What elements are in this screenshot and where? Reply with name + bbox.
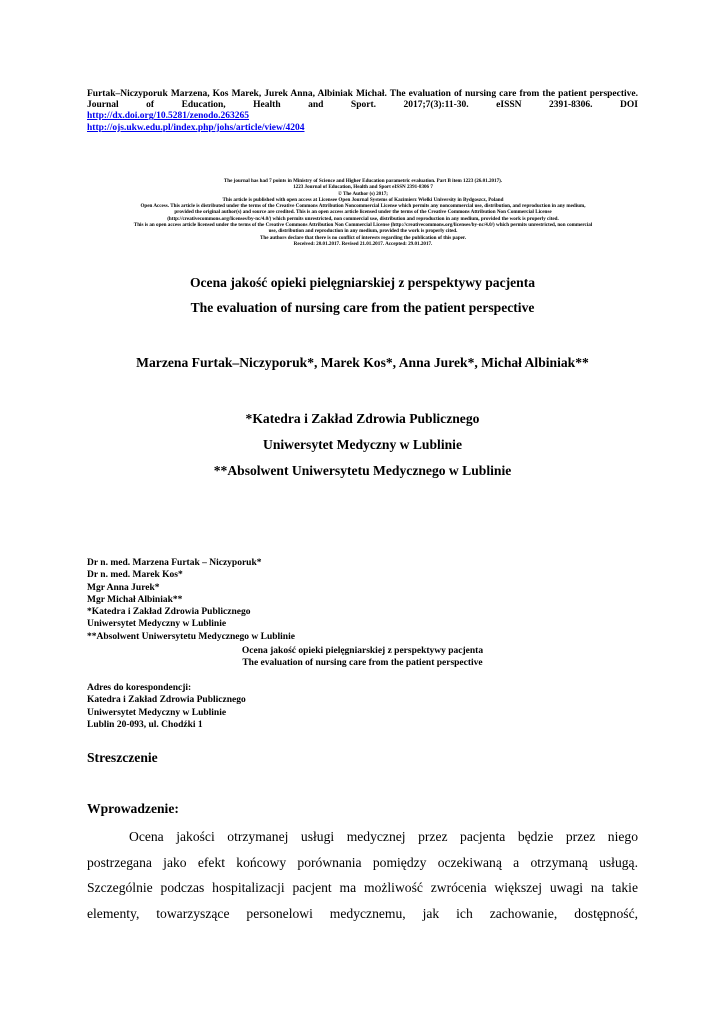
license-line: © The Author (s) 2017; <box>337 190 389 197</box>
heading-introduction: Wprowadzenie: <box>87 801 179 816</box>
ojs-link[interactable]: http://ojs.ukw.edu.pl/index.php/johs/article/view/4204 <box>87 122 305 133</box>
author-detail-line: *Katedra i Zakład Zdrowia Publicznego <box>87 607 251 618</box>
author-detail-line: Mgr Anna Jurek* <box>87 582 160 593</box>
title-polish-small: Ocena jakość opieki pielęgniarskiej z perspektywy pacjenta <box>241 646 484 656</box>
license-line: (http://creativecommons.org/licenses/by-nc/4.0/) which permits unrestricted, non commercial use, distribution and reproduction in any medium, provided the work is properly cited. <box>167 215 559 222</box>
address-line: Adres do korespondencji: <box>87 683 192 693</box>
author-list: Marzena Furtak–Niczyporuk*, Marek Kos*, Anna Jurek*, Michał Albiniak** <box>136 355 589 370</box>
affiliation-line: Uniwersytet Medyczny w Lublinie <box>263 437 462 452</box>
body-line: Ocena jakości otrzymanej usługi medycznej przez pacjenta będzie przez niego <box>129 829 638 844</box>
body-line: elementy, towarzyszące personelowi medycznemu, jak ich zachowanie, dostępność, <box>87 905 638 921</box>
address-line: Lublin 20-093, ul. Chodźki 1 <box>87 719 203 730</box>
title-english: The evaluation of nursing care from the patient perspective <box>190 300 535 315</box>
address-line: Katedra i Zakład Zdrowia Publicznego <box>87 695 246 706</box>
license-line: This is an open access article licensed under the terms of the Creative Commons Attribution Non Commercial License (http://creativecommons.org/licenses/by-nc/4.0/) which permits unrestricted, non commercial <box>133 222 593 229</box>
body-line: postrzegana jako efekt końcowy porównania pomiędzy oczekiwaną a otrzymaną usługą. <box>87 854 638 870</box>
title-english-small: The evaluation of nursing care from the patient perspective <box>242 658 483 669</box>
body-paragraph <box>87 824 638 926</box>
license-line: This article is published with open access at Licensee Open Journal Systems of Kazimierz Wielki University in Bydgoszcz, Poland <box>222 196 504 203</box>
citation-text: Furtak–Niczyporuk Marzena, Kos Marek, Jurek Anna, Albiniak Michał. The evaluation of nursing care from the patient perspective. Journal of Education, Health and Sport. 2017;7(3):11-30. eISSN 2391-8306. DOI <box>87 89 638 111</box>
author-details <box>87 557 295 643</box>
license-line: provided the original author(s) and source are credited. This is an open access article licensed under the terms of the Creative Commons Attribution Non Commercial License <box>174 209 552 216</box>
license-block <box>88 178 638 247</box>
author-detail-line: Mgr Michał Albiniak** <box>87 594 183 605</box>
author-detail-line: Dr n. med. Marek Kos* <box>87 570 183 581</box>
affiliation-line: **Absolwent Uniwersytetu Medycznego w Lublinie <box>213 463 512 478</box>
affiliations <box>0 406 725 484</box>
correspondence-address <box>87 682 246 731</box>
author-detail-line: **Absolwent Uniwersytetu Medycznego w Lublinie <box>87 631 295 642</box>
license-line: 1223 Journal of Education, Health and Sport eISSN 2391-8306 7 <box>293 184 433 191</box>
license-line: The authors declare that there is no conflict of interests regarding the publication of this paper. <box>259 234 466 241</box>
license-line: Received: 20.01.2017. Revised 21.01.2017. Accepted: 29.01.2017. <box>293 240 433 247</box>
license-line: The journal has had 7 points in Ministry of Science and Higher Education parametric evaluation. Part B item 1223 (26.01.2017). <box>223 178 503 184</box>
titles-repeated <box>0 645 725 670</box>
license-line: Open Access. This article is distributed under the terms of the Creative Commons Attribution Noncommercial License which permits any noncommercial use, distribution, and reproduction in any medium, <box>140 203 586 210</box>
affiliation-line: *Katedra i Zakład Zdrowia Publicznego <box>245 411 480 426</box>
doi-link[interactable]: http://dx.doi.org/10.5281/zenodo.263265 <box>87 111 250 122</box>
license-line: use, distribution and reproduction in any medium, provided the work is properly cited. <box>268 228 458 235</box>
address-line: Uniwersytet Medyczny w Lublinie <box>87 707 227 718</box>
title-polish: Ocena jakość opieki pielęgniarskiej z perspektywy pacjenta <box>189 275 536 290</box>
body-line: Szczególnie podczas hospitalizacji pacjent ma możliwość zwrócenia większej uwagi na takie <box>87 880 638 895</box>
author-detail-line: Uniwersytet Medyczny w Lublinie <box>87 619 227 630</box>
citation-block <box>87 89 638 134</box>
author-detail-line: Dr n. med. Marzena Furtak – Niczyporuk* <box>87 558 262 568</box>
heading-abstract: Streszczenie <box>87 750 158 765</box>
